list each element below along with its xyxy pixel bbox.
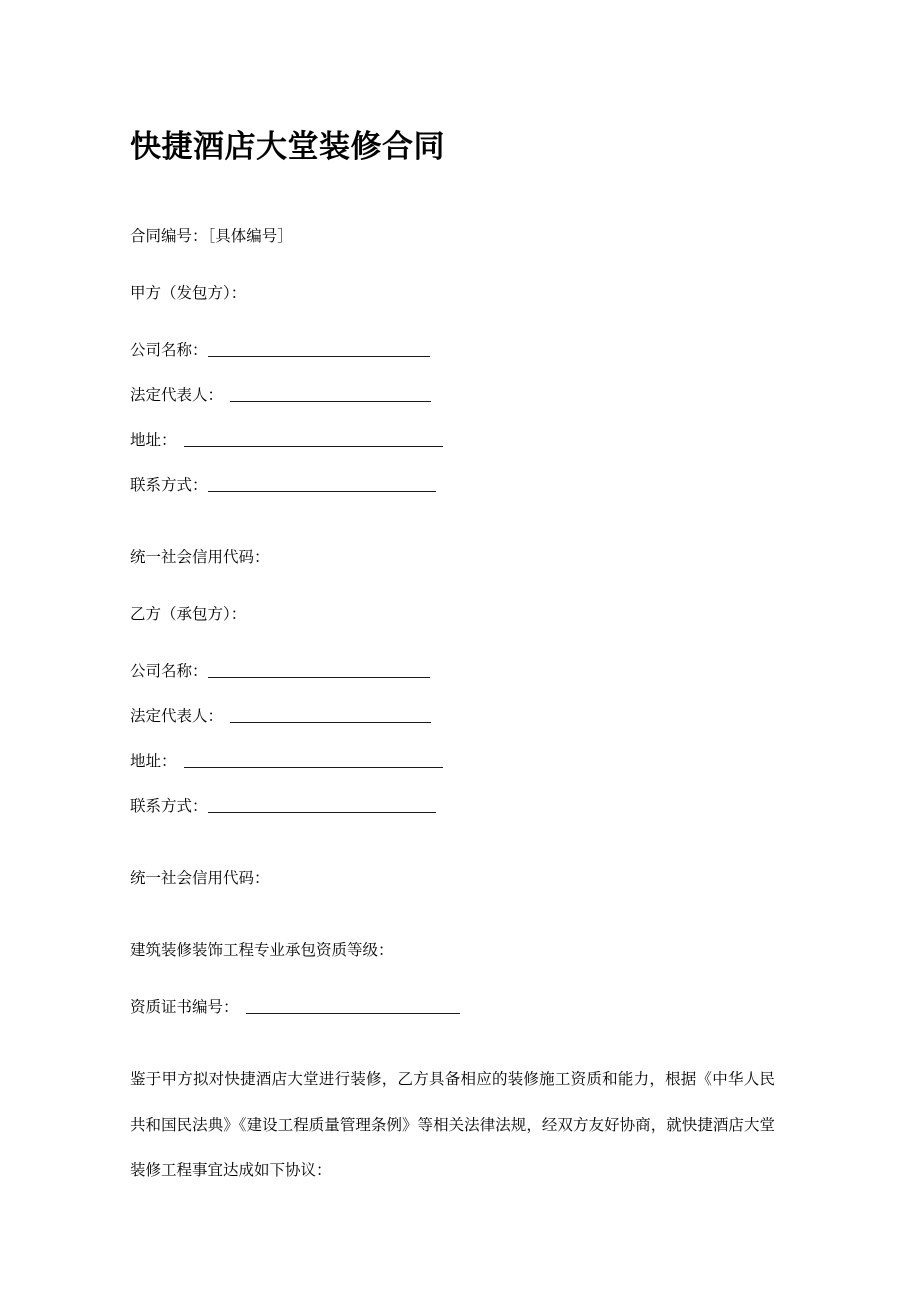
spacer bbox=[130, 819, 790, 867]
party-a-legal-rep-blank[interactable] bbox=[230, 386, 431, 402]
party-a-address-label: 地址： bbox=[130, 432, 177, 450]
party-b-qualification-cert-row bbox=[130, 996, 790, 1020]
party-a-contact-row bbox=[130, 474, 790, 498]
party-a-credit-code-row bbox=[130, 546, 790, 570]
spacer bbox=[130, 627, 790, 660]
party-b-qualification-cert-blank[interactable] bbox=[246, 998, 460, 1014]
spacer bbox=[130, 891, 790, 939]
spacer bbox=[130, 453, 790, 474]
spacer bbox=[130, 498, 790, 546]
party-a-legal-rep-label: 法定代表人： bbox=[130, 387, 224, 405]
page-title: 快捷酒店大堂装修合同 bbox=[130, 129, 445, 164]
spacer bbox=[130, 306, 790, 339]
party-b-qualification-cert-label: 资质证书编号： bbox=[130, 999, 239, 1017]
party-a-company-name-label: 公司名称： bbox=[130, 342, 208, 360]
party-b-credit-code-label: 统一社会信用代码： bbox=[130, 870, 270, 888]
preamble-paragraph: 鉴于甲方拟对快捷酒店大堂进行装修，乙方具备相应的装修施工资质和能力，根据《中华人民共和国民法典》《建设工程质量管理条例》等相关法律法规，经双方友好协商，就快捷酒店大堂装修工程事宜达成如下协议： bbox=[130, 1070, 775, 1180]
party-a-address-blank[interactable] bbox=[184, 431, 443, 447]
party-b-address-blank[interactable] bbox=[184, 752, 443, 768]
contract-number-label: 合同编号： bbox=[130, 228, 208, 246]
contract-number-line bbox=[130, 225, 790, 249]
party-b-qualification-level-label: 建筑装修装饰工程专业承包资质等级： bbox=[130, 942, 394, 960]
party-b-legal-rep-label: 法定代表人： bbox=[130, 708, 224, 726]
party-a-company-name-blank[interactable] bbox=[208, 341, 430, 357]
party-b-legal-rep-blank[interactable] bbox=[230, 707, 431, 723]
party-b-heading-label: 乙方（承包方）： bbox=[130, 606, 247, 624]
spacer bbox=[130, 1020, 790, 1041]
spacer bbox=[130, 363, 790, 384]
contract-number-value: ［具体编号］ bbox=[207, 228, 293, 246]
party-b-heading bbox=[130, 603, 790, 627]
party-b-company-name-row bbox=[130, 660, 790, 684]
party-b-company-name-label: 公司名称： bbox=[130, 663, 208, 681]
spacer bbox=[130, 774, 790, 795]
party-b-credit-code-row bbox=[130, 867, 790, 891]
spacer bbox=[130, 249, 790, 282]
party-a-address-row bbox=[130, 429, 790, 453]
party-b-address-row bbox=[130, 750, 790, 774]
spacer bbox=[130, 165, 790, 225]
document-body bbox=[130, 0, 790, 1210]
party-a-company-name-row bbox=[130, 339, 790, 363]
party-b-contact-row bbox=[130, 795, 790, 819]
party-b-contact-label: 联系方式： bbox=[130, 798, 208, 816]
party-b-address-label: 地址： bbox=[130, 753, 177, 771]
party-a-credit-code-label: 统一社会信用代码： bbox=[130, 549, 270, 567]
spacer bbox=[130, 408, 790, 429]
spacer bbox=[130, 570, 790, 603]
party-b-company-name-blank[interactable] bbox=[208, 662, 430, 678]
party-a-legal-rep-row bbox=[130, 384, 790, 408]
party-a-heading-label: 甲方（发包方）： bbox=[130, 285, 247, 303]
party-b-contact-blank[interactable] bbox=[208, 797, 436, 813]
party-a-contact-label: 联系方式： bbox=[130, 477, 208, 495]
party-a-heading bbox=[130, 282, 790, 306]
spacer bbox=[130, 729, 790, 750]
spacer bbox=[130, 963, 790, 996]
spacer bbox=[130, 684, 790, 705]
party-b-legal-rep-row bbox=[130, 705, 790, 729]
party-a-contact-blank[interactable] bbox=[208, 476, 436, 492]
party-b-qualification-level-row bbox=[130, 939, 790, 963]
